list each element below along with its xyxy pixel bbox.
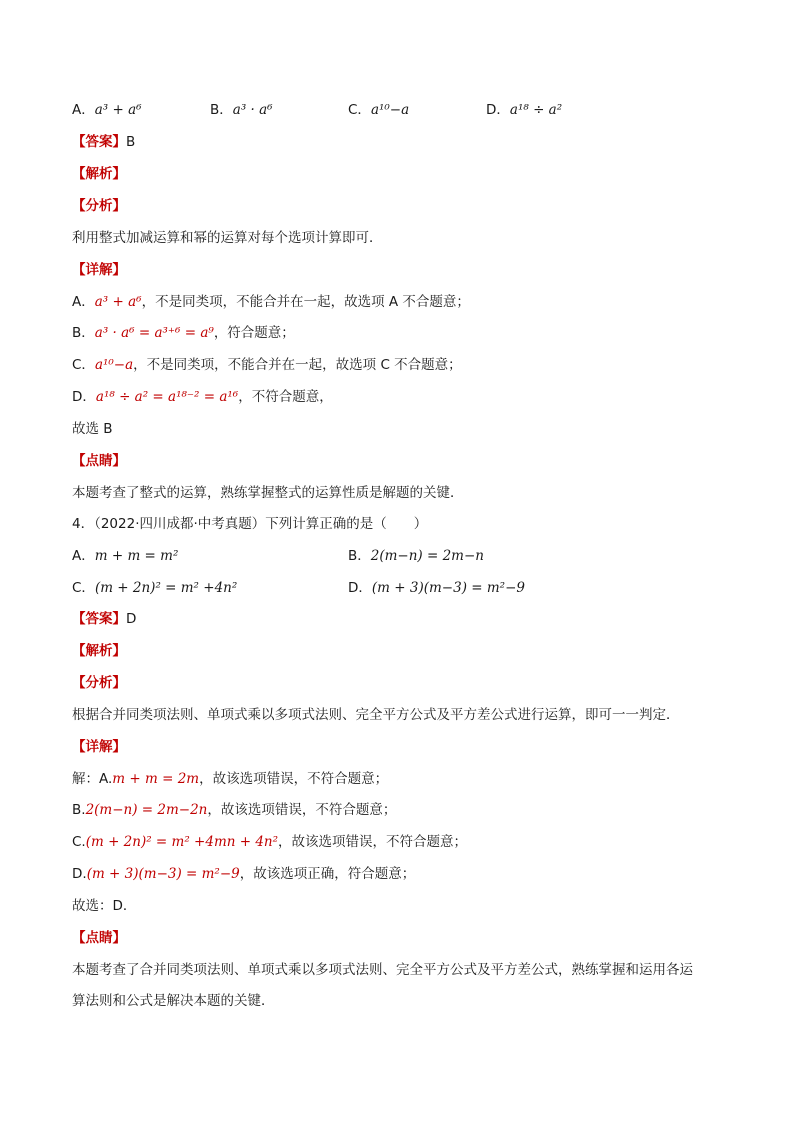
q3-option-d-expr: a¹⁸ ÷ a²	[509, 102, 563, 118]
q4-detail-b: B.2(m−n) = 2m−2n，故该选项错误，不符合题意；	[72, 802, 397, 818]
q3-detail-heading: 【详解】	[72, 262, 126, 278]
answer-tag: 【答案】	[72, 134, 126, 150]
q4-fenxi-text: 根据合并同类项法则、单项式乘以多项式法则、完全平方公式及平方差公式进行运算，即可一一判定．	[72, 707, 680, 723]
q3-option-d: D．a¹⁸ ÷ a²	[486, 102, 563, 118]
q3-option-c-expr: a¹⁰−a	[370, 102, 410, 118]
q3-detail-a: A．a³ + a⁶，不是同类项，不能合并在一起，故选项 A 不合题意；	[72, 294, 470, 310]
q3-option-b-expr: a³ · a⁶	[232, 102, 273, 118]
q3-option-a: A．a³ + a⁶	[72, 102, 142, 118]
q3-option-c: C．a¹⁰−a	[348, 102, 410, 118]
q3-detail-b: B．a³ · a⁶ = a³⁺⁶ = a⁹，符合题意；	[72, 325, 295, 341]
q4-conclusion: 故选：D．	[72, 898, 137, 914]
q3-answer	[72, 132, 135, 152]
q3-comment-text: 本题考查了整式的运算，熟练掌握整式的运算性质是解题的关键．	[72, 485, 464, 501]
q4-option-d: D．(m + 3)(m−3) = m²−9	[348, 580, 525, 596]
q3-option-b: B．a³ · a⁶	[210, 102, 273, 118]
q4-analysis-heading: 【解析】	[72, 643, 126, 659]
q4-option-a: A．m + m = m²	[72, 548, 179, 564]
q4-comment-text-1: 本题考查了合并同类项法则、单项式乘以多项式法则、完全平方公式及平方差公式，熟练掌握和运用各运	[72, 962, 693, 978]
q3-analysis-heading: 【解析】	[72, 166, 126, 182]
q4-detail-a: 解：A.m + m = 2m，故该选项错误，不符合题意；	[72, 771, 389, 787]
q4-option-c: C．(m + 2n)² = m² +4n²	[72, 580, 238, 596]
q4-fenxi-heading: 【分析】	[72, 675, 126, 691]
q4-answer: 【答案】D	[72, 611, 137, 627]
q4-stem: 4．（2022·四川成都·中考真题）下列计算正确的是（ ）	[72, 516, 428, 532]
q4-detail-heading: 【详解】	[72, 739, 126, 755]
q4-comment-heading: 【点睛】	[72, 930, 126, 946]
q3-detail-c: C．a¹⁰−a，不是同类项，不能合并在一起，故选项 C 不合题意；	[72, 357, 462, 373]
q3-fenxi-heading: 【分析】	[72, 198, 126, 214]
q3-comment-heading: 【点睛】	[72, 453, 126, 469]
q4-comment-text-2: 算法则和公式是解决本题的关键．	[72, 993, 275, 1009]
q4-option-b: B．2(m−n) = 2m−n	[348, 548, 484, 564]
q3-detail-d: D．a¹⁸ ÷ a² = a¹⁸⁻² = a¹⁶，不符合题意，	[72, 389, 333, 405]
q3-fenxi-text: 利用整式加减运算和幂的运算对每个选项计算即可．	[72, 230, 383, 246]
q3-conclusion: 故选 B	[72, 421, 113, 437]
answer-value: B	[126, 134, 136, 150]
q4-detail-c: C.(m + 2n)² = m² +4mn + 4n²，故该选项错误，不符合题意；	[72, 834, 468, 850]
q3-option-a-expr: a³ + a⁶	[94, 102, 142, 118]
q4-detail-d: D.(m + 3)(m−3) = m²−9，故该选项正确，符合题意；	[72, 866, 416, 882]
